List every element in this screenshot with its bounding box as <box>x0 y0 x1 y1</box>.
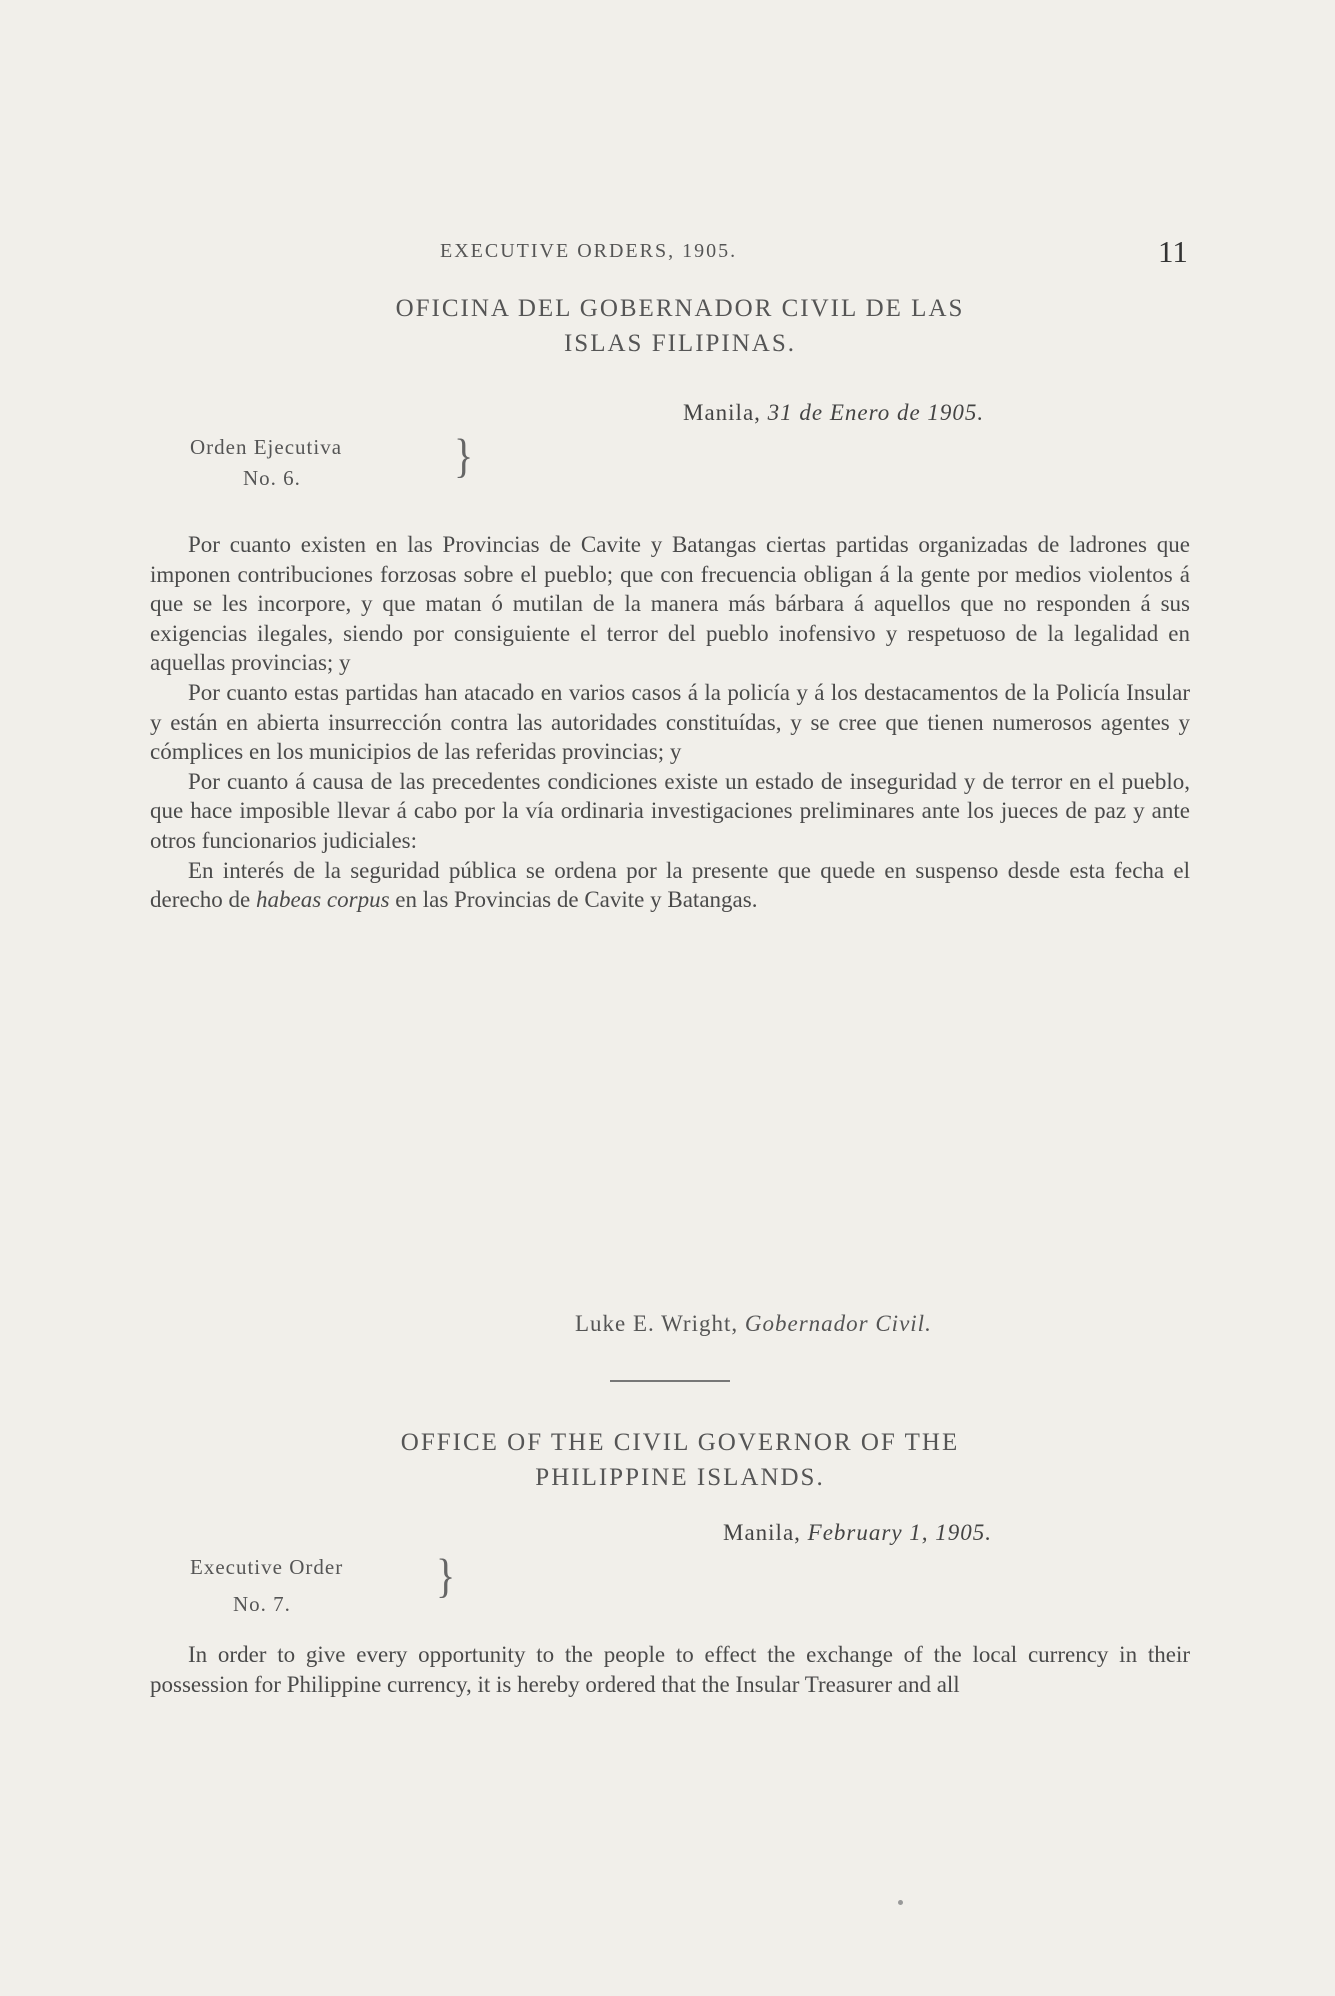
dateline-place: Manila, <box>723 1520 801 1545</box>
order7-paragraph-1: In order to give every opportunity to the people to effect the exchange of the local currency in their possession for Philippine currency, it is hereby ordered that the Insular Treasurer and all <box>150 1642 1190 1697</box>
brace-order7: } <box>436 1548 456 1603</box>
order6-paragraph-4-start: En interés de la seguridad pública se ordena por la presente que quede en suspenso desde esta fecha el derecho de <box>150 857 1190 913</box>
order6-body <box>150 530 1190 915</box>
office-title-spanish-line2: ISLAS FILIPINAS. <box>563 330 797 357</box>
page-number: 11 <box>1158 234 1188 269</box>
order-number-6: No. 6. <box>243 466 301 490</box>
dateline-order7 <box>723 1520 992 1546</box>
dateline-date: 31 de Enero de 1905. <box>767 400 985 425</box>
order6-paragraph-4 <box>150 856 1190 915</box>
order-label-6: Orden Ejecutiva <box>190 435 343 459</box>
order-number-7: No. 7. <box>233 1592 291 1616</box>
office-title-english-line2: PHILIPPINE ISLANDS. <box>535 1464 825 1491</box>
dateline-order6 <box>683 400 984 426</box>
order6-paragraph-1: Por cuanto existen en las Provincias de Cavite y Batangas ciertas partidas organizadas de ladrones que imponen contribuciones forzosas sobre el pueblo; que con frecuencia obligan á la gente por medios violentos á que se les incorpore, y que matan ó mutilan de la manera más bárbara á aquellos que no responden á sus exigencias ilegales, siendo por consiguiente el terror del pueblo inofensivo y respetuoso de la legalidad en aquellas provincias; y <box>150 532 1190 676</box>
paper-speck <box>898 1900 903 1905</box>
order6-paragraph-2: Por cuanto estas partidas han atacado en varios casos á la policía y á los destacamentos de la Policía Insular y están en abierta insurrección contra las autoridades constituídas, y se cree que tienen numerosos agentes y cómplices en los municipios de las referidas provincias; y <box>150 679 1190 765</box>
order-label-7: Executive Order <box>190 1555 344 1579</box>
office-title-english-line1: OFFICE OF THE CIVIL GOVERNOR OF THE <box>400 1429 960 1456</box>
dateline-date: February 1, 1905. <box>807 1520 993 1545</box>
dateline-place: Manila, <box>683 400 761 425</box>
section-divider <box>610 1380 730 1382</box>
order6-paragraph-4-end: en las Provincias de Cavite y Batangas. <box>389 887 758 913</box>
order6-paragraph-3: Por cuanto á causa de las precedentes condiciones existe un estado de inseguridad y de terror en el pueblo, que hace imposible llevar á cabo por la vía ordinaria investigaciones preliminares ante los jueces de paz y ante otros funcionarios judiciales: <box>150 768 1190 853</box>
order7-body <box>150 1640 1190 1699</box>
signer-title: Gobernador Civil. <box>744 1311 932 1336</box>
signature-line <box>575 1311 932 1337</box>
brace-order6: } <box>454 428 474 483</box>
office-title-spanish-line1: OFICINA DEL GOBERNADOR CIVIL DE LAS <box>395 295 965 322</box>
habeas-corpus-term: habeas corpus <box>256 887 390 913</box>
signer-name: Luke E. Wright, <box>575 1311 739 1336</box>
running-header: EXECUTIVE ORDERS, 1905. <box>440 240 738 262</box>
